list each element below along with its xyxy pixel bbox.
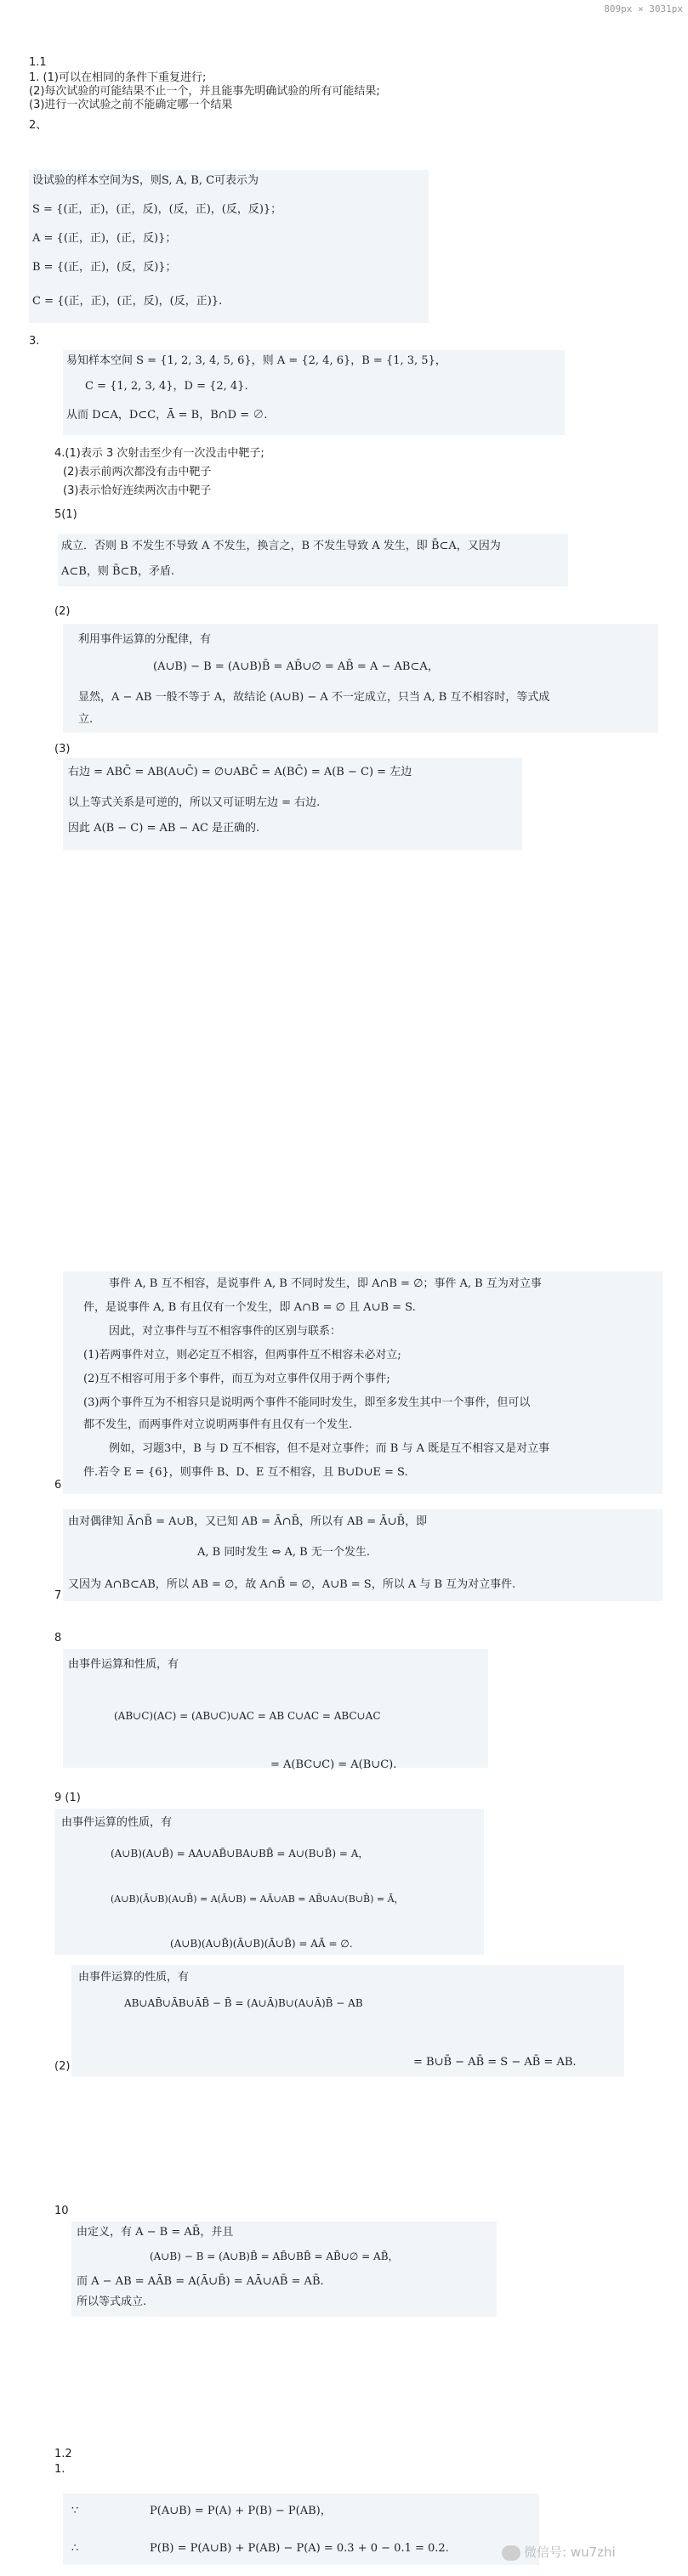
q1-line: (3)进行一次试验之前不能确定哪一个结果 <box>29 99 233 111</box>
because-symbol: ∵ <box>71 2505 79 2517</box>
q8-line: (AB∪C)(AC) = (AB∪C)∪AC = AB C∪AC = ABC∪AC <box>114 1710 381 1722</box>
q3-line: 易知样本空间 S = {1, 2, 3, 4, 5, 6}，则 A = {2, 4, 6}，B = {1, 3, 5}， <box>66 354 446 367</box>
q9-1-line: (A∪B)(Ā∪B)(A∪B̄) = A(Ā∪B) = AĀ∪AB = AB̄∪A∪(B∪B̄) = Ā， <box>111 1894 404 1905</box>
q5-3-line: 以上等式关系是可逆的，所以又可证明左边 = 右边. <box>68 796 321 809</box>
q10-line: 所以等式成立. <box>77 2296 147 2308</box>
q2-label: 2、 <box>29 119 48 132</box>
q3-line: 从而 D⊂A，D⊂C，Ā = B，B∩D = ∅. <box>66 409 268 422</box>
q7-line: A, B 同时发生 ⇔ A, B 无一个发生. <box>197 1546 370 1559</box>
wechat-watermark <box>502 2543 616 2561</box>
s2-q1-line: P(B) = P(A∪B) + P(AB) − P(A) = 0.3 + 0 − 0.1 = 0.2. <box>150 2542 449 2555</box>
q9-1-answer-box <box>54 1809 484 1955</box>
q5-2-line: 利用事件运算的分配律，有 <box>78 633 212 646</box>
q2-line: C = {(正，正)，(正，反)，(反，正)}. <box>32 295 223 308</box>
q9-2-line: = B∪B̄ − AB̄ = S − AB̄ = AB. <box>413 2056 577 2069</box>
q4-line: (3)表示恰好连续两次击中靶子 <box>63 484 212 497</box>
q8-line: 由事件运算和性质，有 <box>68 1658 179 1671</box>
q5-2-line: 立. <box>78 713 94 726</box>
q5-1-line: A⊂B，则 B̄⊂B，矛盾. <box>61 565 175 578</box>
q10-label: 10 <box>54 2205 69 2217</box>
q3-label: 3. <box>29 335 40 348</box>
q9-2-line: 由事件运算的性质，有 <box>78 1971 190 1984</box>
wechat-icon <box>502 2545 520 2561</box>
q10-line: 由定义，有 A − B = AB̄，并且 <box>77 2226 234 2239</box>
q5-3-line: 右边 = ABC̄ = AB(A∪C̄) = ∅∪ABC̄ = A(BC̄) = A(B − C) = 左边 <box>68 766 412 778</box>
q7-label: 7 <box>54 1589 62 1602</box>
section-heading: 1.2 <box>54 2448 72 2460</box>
q1-line: 1. (1)可以在相同的条件下重复进行; <box>29 71 207 84</box>
q6-line: (1)若两事件对立，则必定互不相容，但两事件互不相容未必对立; <box>83 1349 401 1362</box>
q9-2-line: AB∪AB̄∪ĀB∪ĀB̄ − B̄ = (A∪Ā)B∪(A∪Ā)B̄ − AB <box>124 1997 363 2009</box>
q6-line: 例如，习题3中，B 与 D 互不相容，但不是对立事件；而 B 与 A 既是互不相容又是对立事 <box>109 1442 550 1455</box>
q6-line: (3)两个事件互为不相容只是说明两个事件不能同时发生，即至多发生其中一个事件，但可以 <box>83 1396 531 1409</box>
q4-line: (2)表示前两次都没有击中靶子 <box>63 466 212 478</box>
q1-line: (2)每次试验的可能结果不止一个，并且能事先明确试验的所有可能结果; <box>29 85 380 98</box>
section-heading: 1.1 <box>29 56 47 69</box>
watermark-text: 微信号: wu7zhi <box>524 2545 616 2560</box>
q10-line: 而 A − AB = AĀB = A(Ā∪B̄) = AĀ∪AB̄ = AB̄. <box>77 2275 324 2288</box>
s2-q1-line: P(A∪B) = P(A) + P(B) − P(AB)， <box>150 2505 332 2517</box>
q10-line: (A∪B) − B = (A∪B)B̄ = AB̄∪BB̄ = AB̄∪∅ = AB̄， <box>150 2250 399 2262</box>
q3-line: C = {1, 2, 3, 4}，D = {2, 4}. <box>85 380 248 393</box>
q6-line: 因此，对立事件与互不相容事件的区别与联系： <box>109 1325 342 1338</box>
q5-2-line: (A∪B) − B = (A∪B)B̄ = AB̄∪∅ = AB̄ = A − AB⊂A， <box>153 660 439 673</box>
q6-line: 件，是说事件 A, B 有且仅有一个发生，即 A∩B = ∅ 且 A∪B = S. <box>83 1301 416 1314</box>
q9-2-label: (2) <box>54 2060 71 2073</box>
q5-2-line: 显然，A − AB 一般不等于 A，故结论 (A∪B) − A 不一定成立，只当 A, B 互不相容时，等式成 <box>78 691 550 704</box>
q4-line: 4.(1)表示 3 次射击至少有一次没击中靶子; <box>54 447 264 460</box>
q9-1-line: (A∪B)(A∪B̄)(Ā∪B)(Ā∪B̄) = AĀ = ∅. <box>170 1938 353 1950</box>
q7-line: 又因为 A∩B⊂AB，所以 AB = ∅，故 A∩B̄ = ∅，A∪B = S，所以 A 与 B 互为对立事件. <box>68 1578 516 1591</box>
q5-3-line: 因此 A(B − C) = AB − AC 是正确的. <box>68 822 260 835</box>
q5-2-label: (2) <box>54 605 71 618</box>
q9-1-line: (A∪B)(A∪B̄) = AA∪AB̄∪BA∪BB̄ = A∪(B∪B̄) = A， <box>111 1848 369 1860</box>
q2-line: S = {(正，正)，(正，反)，(反，正)，(反，反)}； <box>32 203 282 216</box>
q6-line: 事件 A, B 互不相容，是说事件 A, B 不同时发生，即 A∩B = ∅；事件 A, B 互为对立事 <box>109 1277 542 1290</box>
dimension-label: 809px × 3031px <box>604 3 683 14</box>
q6-line: (2)互不相容可用于多个事件，而互为对立事件仅用于两个事件; <box>83 1373 390 1385</box>
q2-line: B = {(正，正)，(反，反)}； <box>32 261 177 274</box>
therefore-symbol: ∴ <box>71 2542 79 2555</box>
q5-1-line: 成立．否则 B 不发生不导致 A 不发生，换言之，B 不发生导致 A 发生，即 B̄⊂A，又因为 <box>61 540 501 552</box>
q5-label: 5(1) <box>54 508 77 521</box>
q5-3-label: (3) <box>54 743 71 756</box>
q1-label: 1. <box>54 2463 65 2476</box>
q7-line: 由对偶律知 Ā∩B̄ = A∪B，又已知 AB = Ā∩B̄，所以有 AB = Ā∪B̄，即 <box>68 1515 428 1528</box>
q2-line: A = {(正，正)，(正，反)}； <box>32 232 177 245</box>
q8-line: = A(BC∪C) = A(B∪C). <box>270 1758 397 1771</box>
q9-label: 9 (1) <box>54 1792 81 1804</box>
q6-label: 6 <box>54 1479 62 1492</box>
q8-label: 8 <box>54 1632 62 1645</box>
q6-line: 件.若令 E = {6}，则事件 B、D、E 互不相容，且 B∪D∪E = S. <box>83 1466 408 1479</box>
q9-1-line: 由事件运算的性质，有 <box>61 1816 173 1829</box>
q2-line: 设试验的样本空间为S，则S, A, B, C可表示为 <box>32 174 259 187</box>
q6-line: 都不发生，而两事件对立说明两事件有且仅有一个发生. <box>83 1418 353 1431</box>
